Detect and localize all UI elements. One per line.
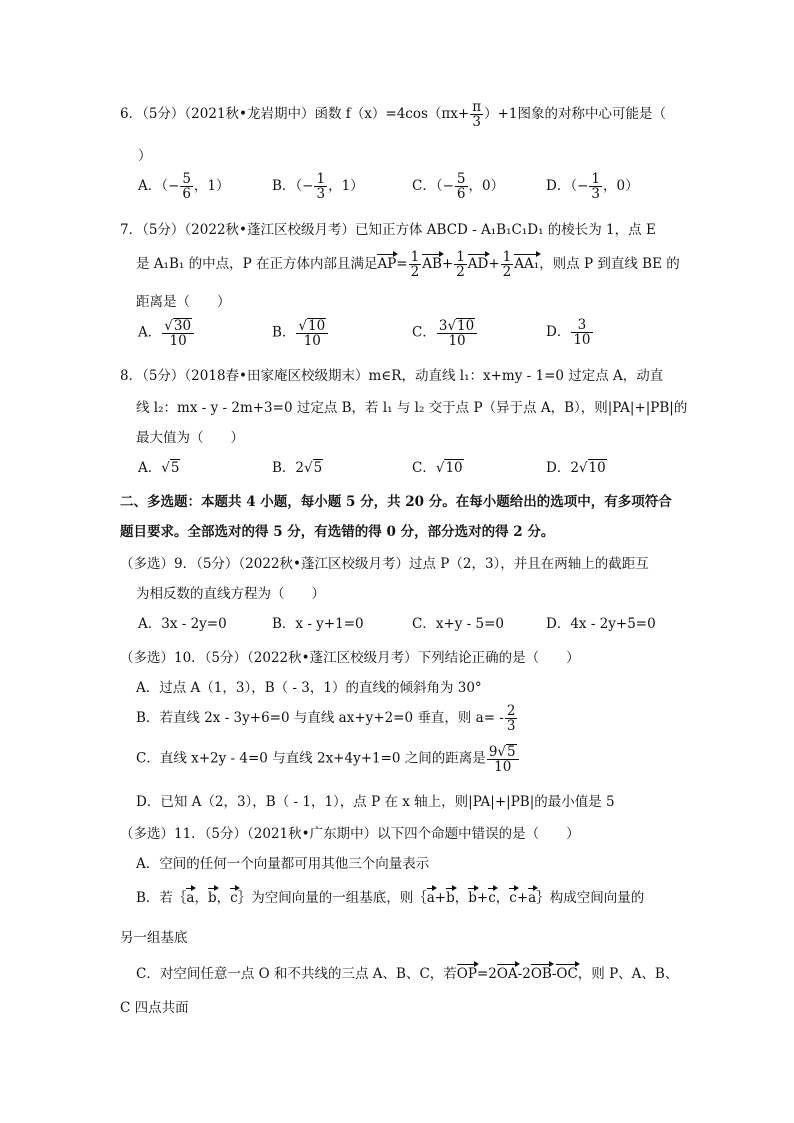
q6-options bbox=[0, 172, 794, 202]
q9-option-c[interactable]: C．x+y - 5=0 bbox=[412, 616, 505, 632]
q6-option-b[interactable]: B．（− $\frac{1}{3}$ ，1） bbox=[272, 171, 364, 203]
q6-option-a[interactable]: A．（− $\frac{5}{6}$ ，1） bbox=[138, 171, 230, 203]
q9-option-d[interactable]: D．4x - 2y+5=0 bbox=[546, 616, 656, 632]
vector-aa1: AA₁ bbox=[514, 256, 540, 273]
section-2-heading-cont: 题目要求。全部选对的得 5 分，有选错的得 0 分，部分选对的得 2 分。 bbox=[120, 524, 555, 540]
vector-ap: AP bbox=[377, 256, 397, 273]
q8-line3: 最大值为（ ） bbox=[136, 430, 244, 446]
q11-option-c-cont: C 四点共面 bbox=[120, 1000, 189, 1016]
q6-option-d[interactable]: D．（− $\frac{1}{3}$ ，0） bbox=[546, 171, 639, 203]
vector-ab: AB bbox=[422, 256, 442, 273]
q10-line1: （多选）10．（5分）（2022秋•蓬江区校级月考）下列结论正确的是（ ） bbox=[120, 650, 580, 666]
q10-option-b[interactable]: B．若直线 2x - 3y+6=0 与直线 ax+y+2=0 垂直，则 a= - $\frac{2}{3}$ bbox=[136, 703, 516, 735]
q8-line1: 8．（5分）（2018春•田家庵区校级期末）m∈R，动直线 l₁：x+my - 1=0 过定点 A，动直 bbox=[120, 368, 664, 384]
q10-option-d[interactable]: D．已知 A（2，3），B（ - 1，1），点 P 在 x 轴上，则|PA|+|PB|的最小值是 5 bbox=[136, 794, 615, 810]
q8-options bbox=[0, 456, 794, 486]
q8-option-a[interactable]: A．√5 bbox=[138, 460, 180, 476]
q7-option-b[interactable]: B． $\frac{√10}{10}$ bbox=[272, 318, 329, 348]
q6-pi-over-3 bbox=[470, 100, 483, 129]
q7-line3: 距离是（ ） bbox=[136, 294, 231, 310]
q9-line2: 为相反数的直线方程为（ ） bbox=[136, 586, 325, 602]
q11-line1: （多选）11．（5分）（2021秋•广东期中）以下四个命题中错误的是（ ） bbox=[120, 826, 580, 842]
q8-line2: 线 l₂：mx - y - 2m+3=0 过定点 B，若 l₁ 与 l₂ 交于点 P（异于点 A，B），则|PA|+|PB|的 bbox=[136, 400, 688, 416]
q6-stem bbox=[120, 100, 666, 129]
q8-option-b[interactable]: B．2√5 bbox=[272, 460, 323, 476]
q10-option-a[interactable]: A．过点 A（1，3），B（ - 3，1）的直线的倾斜角为 30° bbox=[136, 680, 482, 696]
q6-text-head: 6．（5分）（2021秋•龙岩期中）函数 f（x）=4cos（πx+ bbox=[120, 106, 470, 123]
q7-line1: 7．（5分）（2022秋•蓬江区校级月考）已知正方体 ABCD - A₁B₁C₁D₁ 的棱长为 1，点 E bbox=[120, 222, 656, 238]
q7-line2: 是 A₁B₁ 的中点，P 在正方体内部且满足AP= $\frac{1}{2}$ AB+ $\frac{1}{2}$ AD+ $\frac{1}{2}$ AA₁，则点 P 到直线 BE 的 bbox=[136, 249, 680, 281]
q6-close: ） bbox=[138, 148, 152, 164]
q8-option-c[interactable]: C．√10 bbox=[412, 460, 463, 476]
q9-option-b[interactable]: B．x - y+1=0 bbox=[272, 616, 364, 632]
vector-ad: AD bbox=[467, 256, 489, 273]
q7-option-a[interactable]: A． $\frac{√30}{10}$ bbox=[138, 318, 195, 348]
q11-option-b-cont: 另一组基底 bbox=[120, 930, 188, 946]
frac-num: π bbox=[472, 99, 482, 115]
q7-option-c[interactable]: C． $\frac{3√10}{10}$ bbox=[412, 318, 478, 348]
q8-option-d[interactable]: D．2√10 bbox=[546, 460, 606, 476]
q11-option-b[interactable]: B．若｛a，b，c｝为空间向量的一组基底，则｛a+b，b+c，c+a｝构成空间向量的 bbox=[136, 890, 645, 906]
q10-option-c[interactable]: C．直线 x+2y - 4=0 与直线 2x+4y+1=0 之间的距离是 $\frac{9√5}{10}$ bbox=[136, 744, 520, 774]
q11-option-c[interactable]: C．对空间任意一点 O 和不共线的三点 A、B、C，若OP=2OA-2OB-OC，则 P、A、B、 bbox=[136, 966, 679, 982]
section-2-heading: 二、多选题：本题共 4 小题，每小题 5 分，共 20 分。在每小题给出的选项中，有多项符合 bbox=[120, 494, 672, 510]
q9-option-a[interactable]: A．3x - 2y=0 bbox=[138, 616, 227, 632]
q6-option-c[interactable]: C．（− $\frac{5}{6}$ ，0） bbox=[412, 171, 505, 203]
q9-line1: （多选）9．（5分）（2022秋•蓬江区校级月考）过点 P（2，3），并且在两轴上的截距互 bbox=[120, 556, 649, 572]
frac-den: 3 bbox=[472, 114, 481, 131]
q7-options bbox=[0, 318, 794, 348]
q6-text-tail: ）+1图象的对称中心可能是（ bbox=[484, 106, 666, 123]
q9-options bbox=[0, 612, 794, 642]
q7-option-d[interactable]: D． $\frac{3}{10}$ bbox=[546, 317, 591, 349]
q11-option-a[interactable]: A．空间的任何一个向量都可用其他三个向量表示 bbox=[136, 856, 430, 872]
